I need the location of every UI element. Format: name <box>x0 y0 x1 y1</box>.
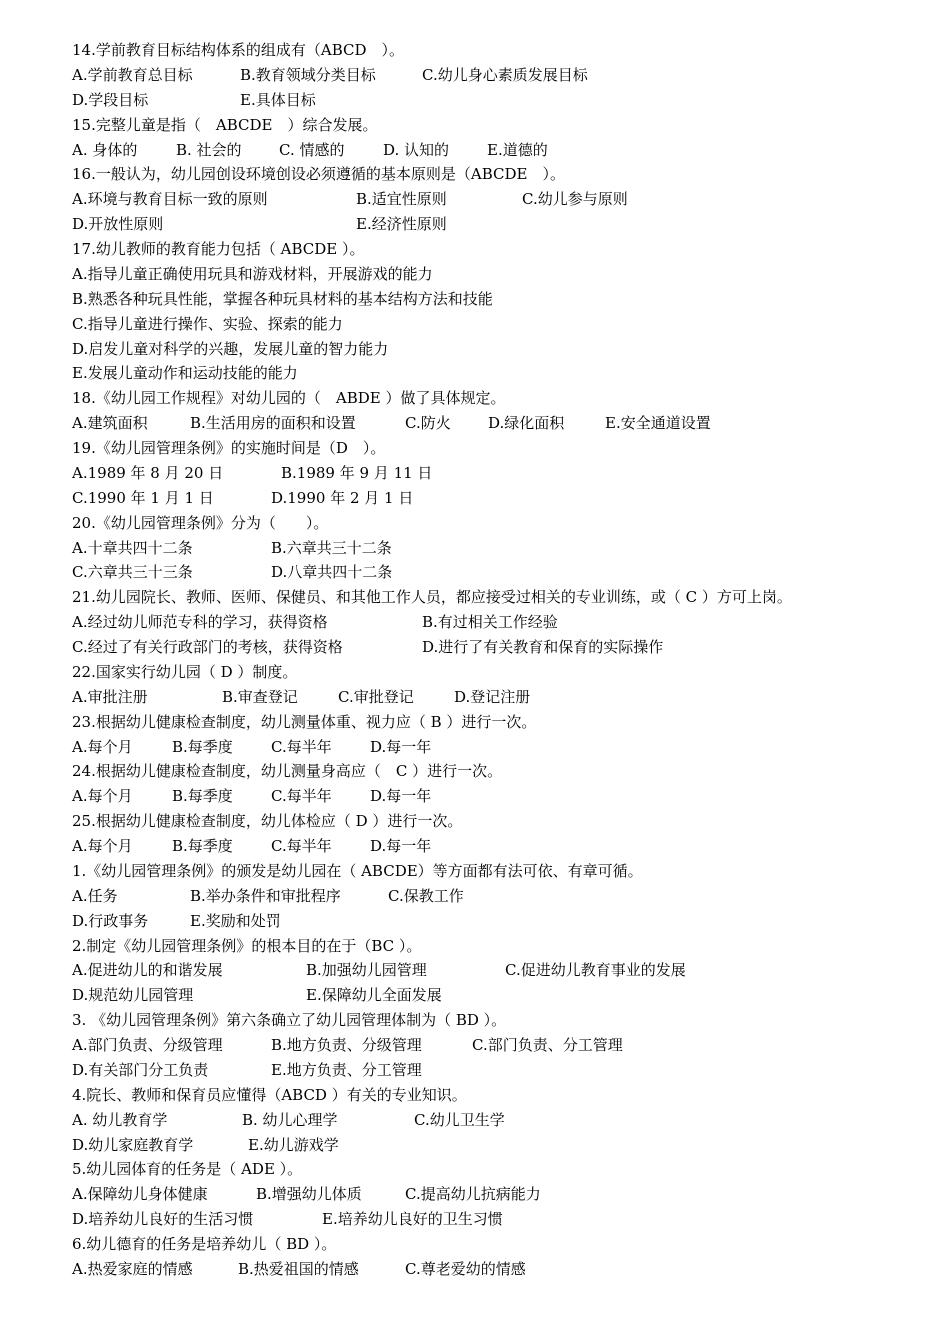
option-text: D.八章共四十二条 <box>271 563 393 582</box>
text-line <box>72 834 950 859</box>
text-line <box>72 1108 950 1133</box>
option-text: D.培养幼儿良好的生活习惯 <box>72 1210 254 1229</box>
option-text: C.幼儿卫生学 <box>414 1110 505 1129</box>
question-text: 20.《幼儿园管理条例》分为（ ）。 <box>72 513 329 532</box>
option-text: D.规范幼儿园管理 <box>72 986 194 1005</box>
text-line <box>72 63 950 88</box>
option-text: B.教育领域分类目标 <box>240 65 376 84</box>
option-text: A. 幼儿教育学 <box>72 1110 168 1129</box>
text-line <box>72 958 950 983</box>
question-text: 22.国家实行幼儿园（ D ）制度。 <box>72 662 298 681</box>
text-line <box>72 859 950 884</box>
question-text: 23.根据幼儿健康检查制度，幼儿测量体重、视力应（ B ）进行一次。 <box>72 712 537 731</box>
text-line <box>72 162 950 187</box>
option-text: A.促进幼儿的和谐发展 <box>72 961 223 980</box>
text-line <box>72 212 950 237</box>
option-text: E.具体目标 <box>240 90 316 109</box>
option-text: B.热爱祖国的情感 <box>238 1259 359 1278</box>
question-text: 18.《幼儿园工作规程》对幼儿园的（ ABDE ）做了具体规定。 <box>72 389 506 408</box>
question-text: 6.幼儿德育的任务是培养幼儿（ BD ）。 <box>72 1235 337 1253</box>
question-text: B.熟悉各种玩具性能，掌握各种玩具材料的基本结构方法和技能 <box>72 289 493 308</box>
text-line <box>72 710 950 735</box>
text-line <box>72 461 950 486</box>
option-text: C.每半年 <box>271 837 332 855</box>
question-text: E.发展儿童动作和运动技能的能力 <box>72 364 298 383</box>
question-text: 1.《幼儿园管理条例》的颁发是幼儿园在（ ABCDE）等方面都有法可依、有章可循。 <box>72 861 643 880</box>
option-text: B.加强幼儿园管理 <box>306 961 427 980</box>
option-text: A.审批注册 <box>72 687 148 706</box>
option-text: C.提高幼儿抗病能力 <box>405 1185 541 1204</box>
option-text: E.奖励和处罚 <box>190 911 281 930</box>
option-text: A.保障幼儿身体健康 <box>72 1185 208 1204</box>
option-text: E.地方负责、分工管理 <box>271 1060 422 1079</box>
option-text: B.每季度 <box>172 837 233 855</box>
option-text: D.登记注册 <box>454 687 531 706</box>
text-line <box>72 1008 950 1033</box>
text-line <box>72 784 950 809</box>
question-text: 3. 《幼儿园管理条例》第六条确立了幼儿园管理体制为（ BD ）。 <box>72 1011 507 1030</box>
question-text: 2.制定《幼儿园管理条例》的根本目的在于（BC ）。 <box>72 936 422 955</box>
option-text: A.任务 <box>72 886 118 905</box>
text-line <box>72 361 950 386</box>
option-text: B.有过相关工作经验 <box>422 613 558 632</box>
option-text: E.培养幼儿良好的卫生习惯 <box>322 1210 503 1229</box>
option-text: C.防火 <box>405 414 451 433</box>
text-line <box>72 1033 950 1058</box>
option-text: A.部门负责、分级管理 <box>72 1036 223 1054</box>
option-text: D.每一年 <box>370 737 432 756</box>
question-text: 14.学前教育目标结构体系的组成有（ABCD ）。 <box>72 41 404 59</box>
text-line <box>72 1207 950 1232</box>
text-line <box>72 436 950 461</box>
text-line <box>72 536 950 561</box>
text-line <box>72 909 950 934</box>
option-text: B. 社会的 <box>176 140 242 159</box>
option-text: A. 身体的 <box>72 140 138 159</box>
option-text: C.经过了有关行政部门的考核，获得资格 <box>72 638 343 656</box>
text-line <box>72 560 950 585</box>
option-text: D.每一年 <box>370 837 432 855</box>
text-line <box>72 138 950 163</box>
option-text: D.有关部门分工负责 <box>72 1060 209 1079</box>
text-line <box>72 511 950 536</box>
question-text: 5.幼儿园体育的任务是（ ADE ）。 <box>72 1160 303 1179</box>
text-line <box>72 735 950 760</box>
text-line <box>72 411 950 436</box>
question-text: 21.幼儿园院长、教师、医师、保健员、和其他工作人员，都应接受过相关的专业训练，或（ C ）方可上岗。 <box>72 588 792 607</box>
option-text: E.道德的 <box>487 140 548 159</box>
option-text: E.幼儿游戏学 <box>248 1135 339 1154</box>
option-text: B.增强幼儿体质 <box>256 1185 362 1204</box>
text-line <box>72 809 950 834</box>
option-text: A.每个月 <box>72 787 133 806</box>
text-line <box>72 1182 950 1207</box>
question-text: 4.院长、教师和保育员应懂得（ABCD ）有关的专业知识。 <box>72 1085 467 1104</box>
option-text: D.学段目标 <box>72 90 149 109</box>
text-line <box>72 759 950 784</box>
option-text: D.绿化面积 <box>488 414 565 433</box>
option-text: B. 幼儿心理学 <box>242 1110 338 1129</box>
option-text: D.行政事务 <box>72 911 149 930</box>
option-text: C.六章共三十三条 <box>72 563 193 582</box>
question-text: 25.根据幼儿健康检查制度，幼儿体检应（ D ）进行一次。 <box>72 812 463 831</box>
question-text: 15.完整儿童是指（ ABCDE ）综合发展。 <box>72 115 378 134</box>
text-line <box>72 287 950 312</box>
option-text: D. 认知的 <box>383 140 450 159</box>
text-line <box>72 187 950 212</box>
option-text: A.每个月 <box>72 737 133 756</box>
text-line <box>72 635 950 660</box>
text-line <box>72 386 950 411</box>
option-text: B.每季度 <box>172 737 233 756</box>
option-text: A.1989 年 8 月 20 日 <box>72 463 224 482</box>
option-text: D.1990 年 2 月 1 日 <box>271 488 414 507</box>
option-text: D.开放性原则 <box>72 215 164 234</box>
option-text: C.幼儿参与原则 <box>522 190 628 209</box>
option-text: C.每半年 <box>271 737 332 756</box>
question-text: 24.根据幼儿健康检查制度，幼儿测量身高应（ C ）进行一次。 <box>72 762 503 781</box>
option-text: A.建筑面积 <box>72 414 148 433</box>
text-line <box>72 934 950 959</box>
option-text: A.经过幼儿师范专科的学习，获得资格 <box>72 613 328 632</box>
option-text: C.尊老爱幼的情感 <box>405 1259 526 1278</box>
option-text: C.保教工作 <box>388 886 464 905</box>
option-text: E.经济性原则 <box>356 215 447 234</box>
option-text: B.生活用房的面积和设置 <box>190 414 356 433</box>
text-line <box>72 312 950 337</box>
question-text: C.指导儿童进行操作、实验、探索的能力 <box>72 314 343 333</box>
text-line <box>72 237 950 262</box>
option-text: B.举办条件和审批程序 <box>190 886 341 905</box>
text-line <box>72 610 950 635</box>
text-line <box>72 1058 950 1083</box>
document-body <box>72 38 950 1282</box>
text-line <box>72 1232 950 1257</box>
option-text: A.十章共四十二条 <box>72 538 193 557</box>
question-text: 19.《幼儿园管理条例》的实施时间是（D ）。 <box>72 439 386 457</box>
option-text: A.学前教育总目标 <box>72 65 193 84</box>
option-text: A.每个月 <box>72 837 133 855</box>
text-line <box>72 1133 950 1158</box>
option-text: C.每半年 <box>271 787 332 806</box>
question-text: 17.幼儿教师的教育能力包括（ ABCDE ）。 <box>72 240 365 258</box>
text-line <box>72 983 950 1008</box>
text-line <box>72 884 950 909</box>
text-line <box>72 1257 950 1282</box>
option-text: A.热爱家庭的情感 <box>72 1259 193 1278</box>
option-text: C.促进幼儿教育事业的发展 <box>505 961 686 980</box>
option-text: B.审查登记 <box>222 687 298 706</box>
text-line <box>72 685 950 710</box>
option-text: D.幼儿家庭教育学 <box>72 1135 194 1154</box>
option-text: C.1990 年 1 月 1 日 <box>72 488 214 507</box>
question-text: D.启发儿童对科学的兴趣，发展儿童的智力能力 <box>72 339 389 358</box>
text-line <box>72 262 950 287</box>
text-line <box>72 660 950 685</box>
text-line <box>72 486 950 511</box>
option-text: C.幼儿身心素质发展目标 <box>422 65 588 84</box>
text-line <box>72 337 950 362</box>
option-text: B.每季度 <box>172 787 233 806</box>
text-line <box>72 1157 950 1182</box>
option-text: E.安全通道设置 <box>605 414 711 433</box>
option-text: C.部门负责、分工管理 <box>472 1036 623 1054</box>
option-text: B.六章共三十二条 <box>271 538 392 557</box>
question-text: 16.一般认为，幼儿园创设环境创设必须遵循的基本原则是（ABCDE ）。 <box>72 165 565 184</box>
option-text: D.进行了有关教育和保育的实际操作 <box>422 638 664 656</box>
text-line <box>72 1083 950 1108</box>
text-line <box>72 38 950 63</box>
option-text: C.审批登记 <box>338 687 414 706</box>
text-line <box>72 113 950 138</box>
text-line <box>72 585 950 610</box>
option-text: B.适宜性原则 <box>356 190 447 209</box>
option-text: D.每一年 <box>370 787 432 806</box>
option-text: B.地方负责、分级管理 <box>271 1036 422 1054</box>
text-line <box>72 88 950 113</box>
option-text: A.环境与教育目标一致的原则 <box>72 190 268 209</box>
option-text: E.保障幼儿全面发展 <box>306 986 442 1005</box>
option-text: B.1989 年 9 月 11 日 <box>281 463 433 482</box>
question-text: A.指导儿童正确使用玩具和游戏材料，开展游戏的能力 <box>72 264 433 283</box>
option-text: C. 情感的 <box>279 140 345 159</box>
